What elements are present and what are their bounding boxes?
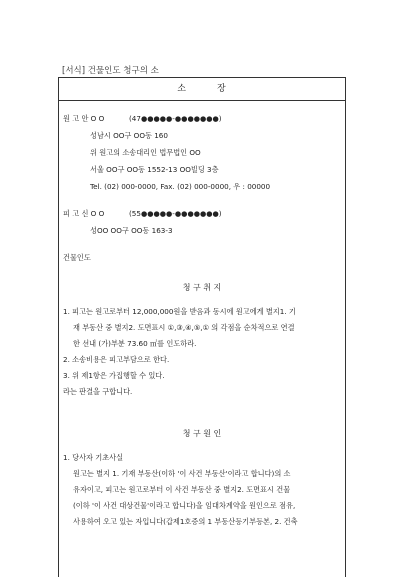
plaintiff-label: 원 고 안 O O — [63, 114, 105, 123]
claim-reason-line: 유자이고, 피고는 원고로부터 이 사건 부동산 중 별지2. 도면표시 건물 — [73, 485, 291, 494]
claim-purpose-line: 1. 피고는 원고로부터 12,000,000원을 받음과 동시에 원고에게 별지1. 기 — [63, 307, 296, 316]
claim-purpose-line: 라는 판결을 구합니다. — [63, 387, 133, 396]
case-name: 건물인도 — [63, 253, 91, 262]
claim-purpose-line: 재 부동산 중 별지2. 도면표시 ①,③,④,⑤,① 의 각점을 순차적으로 연결 — [73, 323, 295, 332]
claim-reason-line: (이하 '이 사건 대상건물'이라고 합니다)을 임대차계약을 원인으로 점유, — [73, 501, 296, 510]
plaintiff-address: 성남시 OO구 OO동 160 — [90, 131, 168, 140]
agent-contact: Tel. (02) 000-0000, Fax. (02) 000-0000, 우 : 00000 — [90, 182, 271, 191]
claim-reason-body — [63, 450, 341, 530]
plaintiff-id: (47●●●●●-●●●●●●●) — [129, 114, 222, 123]
defendant-id: (55●●●●●-●●●●●●●) — [129, 209, 222, 218]
claim-purpose-line: 2. 소송비용은 피고부담으로 한다. — [63, 355, 170, 364]
claim-purpose-line: 3. 위 제1항은 가집행할 수 있다. — [63, 371, 165, 380]
form-label: [서식] 건물인도 청구의 소 — [62, 66, 159, 76]
defendant-address: 성OO OO구 OO동 163-3 — [90, 226, 173, 235]
claim-reason-title: 청 구 원 인 — [182, 429, 222, 438]
document-frame — [58, 77, 346, 577]
claim-reason-line: 원고는 별지 1. 기재 부동산(이하 '이 사건 부동산'이라고 합니다)의 소 — [73, 469, 291, 478]
claim-purpose-body — [63, 304, 341, 400]
plaintiff-agent: 위 원고의 소송대리인 법무법인 OO — [90, 148, 201, 157]
document-title: 소 장 — [59, 78, 345, 101]
agent-address: 서울 OO구 OO동 1552-13 OO빌딩 3층 — [90, 165, 219, 174]
claim-reason-line: 사용하여 오고 있는 자입니다(갑제1호증의 1 부동산등기부등본, 2. 건축 — [73, 517, 298, 526]
claim-reason-line: 1. 당사자 기초사실 — [63, 453, 124, 462]
claim-purpose-title: 청 구 취 지 — [182, 283, 222, 292]
claim-purpose-line: 한 선내 (가)부분 73.60 ㎡를 인도하라. — [73, 339, 197, 348]
defendant-label: 피 고 신 O O — [63, 209, 105, 218]
